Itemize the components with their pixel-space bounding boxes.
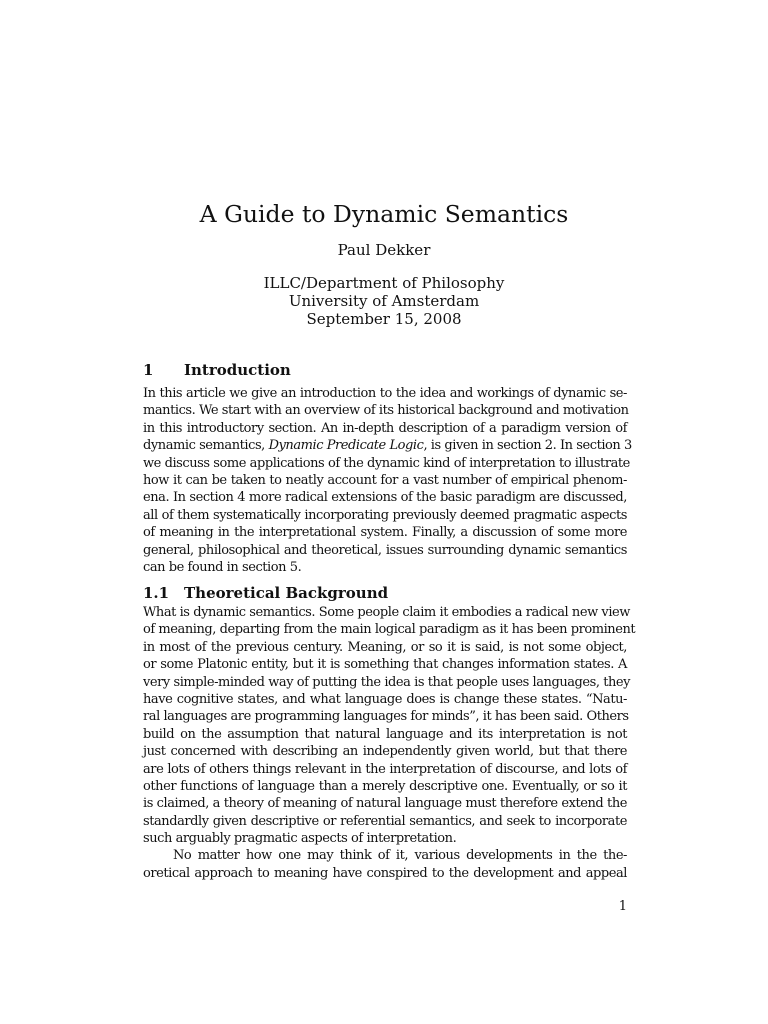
paper-date: September 15, 2008 xyxy=(306,310,462,328)
text-line: is claimed, a theory of meaning of natural language must therefore extend the xyxy=(143,796,627,812)
text-line: No matter how one may think of it, various developments in the the- xyxy=(173,848,627,864)
text-line: ral languages are programming languages for minds”, it has been said. Others xyxy=(143,709,629,725)
text-line: ena. In section 4 more radical extensions of the basic paradigm are discussed, xyxy=(143,490,627,506)
text-segment: dynamic semantics, xyxy=(143,438,269,454)
text-line: standardly given descriptive or referential semantics, and seek to incorporate xyxy=(143,813,627,829)
text-line: very simple-minded way of putting the idea is that people uses languages, they xyxy=(143,674,631,690)
subsection-number: 1.1 xyxy=(143,584,170,602)
text-line: can be found in section 5. xyxy=(143,559,302,575)
subsection-heading-theoretical-background xyxy=(143,584,627,603)
section-title: Introduction xyxy=(184,361,291,379)
text-line: just concerned with describing an independently given world, but that there xyxy=(143,744,627,760)
section-number: 1 xyxy=(143,361,154,379)
text-segment: , is given in section 2. In section 3 xyxy=(423,438,632,454)
text-line: we discuss some applications of the dynamic kind of interpretation to illustrate xyxy=(143,455,630,471)
text-line: In this article we give an introduction to the idea and workings of dynamic se- xyxy=(143,386,627,401)
author-affiliation xyxy=(0,274,768,328)
section-heading-introduction xyxy=(143,361,627,380)
dpl-term: Dynamic Predicate Logic xyxy=(268,438,424,454)
text-line: of meaning, departing from the main logical paradigm as it has been prominent xyxy=(143,622,636,638)
text-line: or some Platonic entity, but it is something that changes information states. A xyxy=(143,657,627,673)
text-line: oretical approach to meaning have conspired to the development and appeal xyxy=(143,865,627,881)
text-line: all of them systematically incorporating previously deemed pragmatic aspects xyxy=(143,507,627,523)
paper-title: A Guide to Dynamic Semantics xyxy=(199,200,569,228)
text-line: have cognitive states, and what language does is change these states. “Natu- xyxy=(143,691,627,707)
page-number: 1 xyxy=(618,899,627,914)
text-line: other functions of language than a merely descriptive one. Eventually, or so it xyxy=(143,778,627,794)
text-line: of meaning in the interpretational system. Finally, a discussion of some more xyxy=(143,525,627,541)
text-line: mantics. We start with an overview of its historical background and motivation xyxy=(143,403,629,419)
introduction-paragraph xyxy=(143,385,632,576)
text-line: how it can be taken to neatly account for a vast number of empirical phenom- xyxy=(143,472,627,488)
text-line: build on the assumption that natural language and its interpretation is not xyxy=(143,726,627,742)
text-line: in this introductory section. An in-depth description of a paradigm version of xyxy=(143,420,627,436)
text-line: are lots of others things relevant in the interpretation of discourse, and lots of xyxy=(143,761,627,777)
affiliation-department: ILLC/Department of Philosophy xyxy=(263,274,505,292)
text-line: What is dynamic semantics. Some people claim it embodies a radical new view xyxy=(143,605,630,620)
author-name: Paul Dekker xyxy=(337,241,431,259)
text-line: such arguably pragmatic aspects of interpretation. xyxy=(143,831,457,847)
text-line xyxy=(143,437,632,454)
theoretical-background-paragraph xyxy=(143,604,636,882)
text-line: general, philosophical and theoretical, issues surrounding dynamic semantics xyxy=(143,542,627,558)
affiliation-university: University of Amsterdam xyxy=(288,292,480,310)
subsection-title: Theoretical Background xyxy=(184,584,389,602)
text-line: in most of the previous century. Meaning, or so it is said, is not some object, xyxy=(143,639,627,655)
